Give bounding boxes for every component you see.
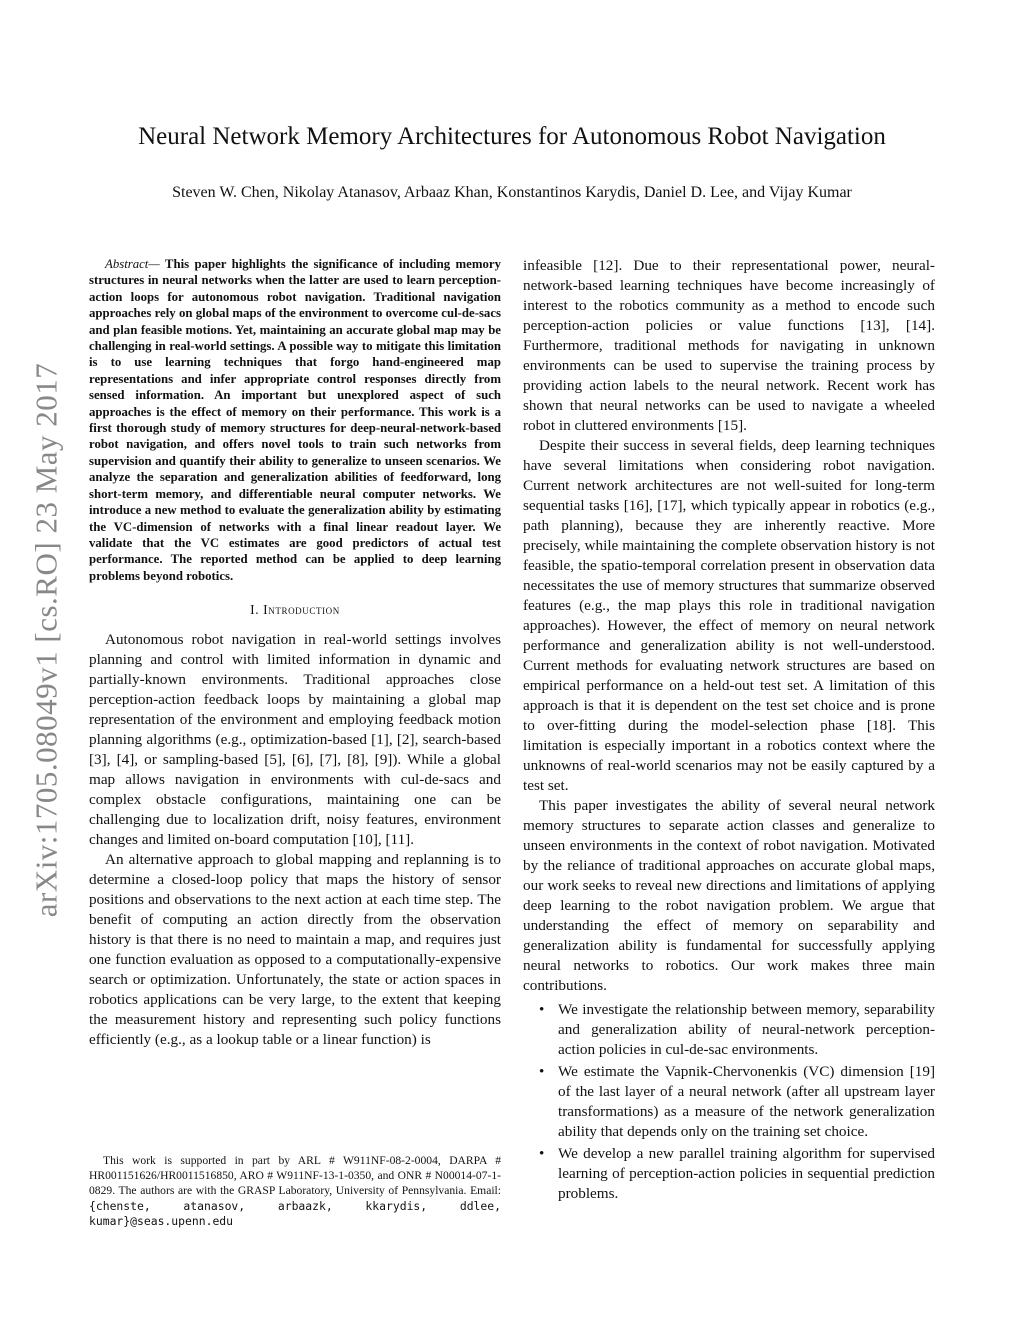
intro-paragraph: An alternative approach to global mapping and replanning is to determine a closed-loop policy that maps the history of sensor positions and observations to the next action at each time step. The benefit of computing an action directly from the observation history is that there is no need to maintain a map, and requires just one function evaluation as opposed to a computationally-expensive search or optimization. Unfortunately, the state or action spaces in robotics applications can be very large, to the extent that keeping the measurement history and representing such policy functions efficiently (e.g., as a lookup table or a linear function) is: [89, 851, 501, 1049]
contribution-item: [523, 1000, 935, 1060]
body-paragraph: This paper investigates the ability of several neural network memory structures to separate action classes and generalize to unseen environments in the context of robot navigation. Motivated by the reliance of traditional approaches on accurate global maps, our work seeks to reveal new directions and limitations of applying deep learning to the robot navigation problem. We argue that understanding the effect of memory on separability and generalization ability is fundamental for successfully applying neural networks to robotics. Our work makes three main contributions.: [523, 797, 935, 994]
contribution-text: We develop a new parallel training algorithm for supervised learning of perception-action policies in sequential prediction problems.: [558, 1145, 935, 1202]
section-heading-introduction: I. Introduction: [250, 602, 340, 618]
contribution-text: We estimate the Vapnik-Chervonenkis (VC) dimension [19] of the last layer of a neural network (after all upstream layer transformations) as a measure of the network generalization ability that depends only on the training set choice.: [558, 1063, 935, 1140]
bullet-icon: •: [539, 1145, 545, 1162]
abstract-label: Abstract: [105, 257, 149, 271]
contribution-item: [523, 1062, 935, 1142]
body-paragraph: Despite their success in several fields, deep learning techniques have several limitations when considering robot navigation. Current network architectures are not well-suited for long-term sequential tasks [16], [17], which typically appear in robotics (e.g., path planning), because they are inherently reactive. More precisely, while maintaining the complete observation history is not feasible, the spatio-temporal correlation present in observation data necessitates the use of memory structures that summarize observed features (e.g., the map plays this role in traditional navigation approaches). However, the effect of memory on neural network performance and generalization ability is not well-understood. Current methods for evaluating network structures are based on empirical performance on a held-out test set. A limitation of this approach is that it is dependent on the test set choice and is prone to over-fitting during the model-selection phase [18]. This limitation is especially important in a robotics context where the unknowns of real-world scenarios may not be easily captured by a test set.: [523, 437, 935, 794]
intro-paragraph: Autonomous robot navigation in real-world settings involves planning and control with limited information in dynamic and partially-known environments. Traditional approaches close perception-action feedback loops by maintaining a global map representation of the environment and employing feedback motion planning algorithms (e.g., optimization-based [1], [2], search-based [3], [4], or sampling-based [5], [6], [7], [8], [9]). While a global map allows navigation in environments with cul-de-sacs and complex obstacle configurations, maintaining one can be challenging due to localization drift, noisy features, environment changes and limited on-board computation [10], [11].: [89, 631, 501, 849]
abstract: Abstract— This paper highlights the significance of including memory structures in neural networks when the latter are used to learn perception-action loops for autonomous robot navigation. Traditional navigation approaches rely on global maps of the environment to overcome cul-de-sacs and plan feasible motions. Yet, maintaining an accurate global map may be challenging in real-world settings. A possible way to mitigate this limitation is to use learning techniques that forgo hand-engineered map representations and infer appropriate control responses directly from sensed information. An important but unexplored aspect of such approaches is the effect of memory on their performance. This work is a first thorough study of memory structures for deep-neural-network-based robot navigation, and offers novel tools to train such networks from supervision and quantify their ability to generalize to unseen scenarios. We analyze the separation and generalization abilities of feedforward, long short-term memory, and differentiable neural computer networks. We introduce a new method to evaluate the generalization ability by estimating the VC-dimension of networks with a final linear readout layer. We validate that the VC estimates are good predictors of actual test performance. The reported method can be applied to deep learning problems beyond robotics.: [89, 257, 501, 583]
contribution-item: [523, 1144, 935, 1204]
bullet-icon: •: [539, 1001, 545, 1018]
footnote-emails: {chenste, atanasov, arbaazk, kkarydis, ddlee, kumar}@seas.upenn.edu: [89, 1198, 501, 1228]
contributions-list: [523, 1000, 935, 1204]
footnote: [89, 1153, 501, 1229]
right-column: [523, 256, 935, 1206]
paper-title: Neural Network Memory Architectures for Autonomous Robot Navigation: [138, 123, 886, 150]
abstract-text: This paper highlights the significance of including memory structures in neural networks when the latter are used to learn perception-action loops for autonomous robot navigation. Traditional navigation approaches rely on global maps of the environment to overcome cul-de-sacs and plan feasible motions. Yet, maintaining an accurate global map may be challenging in real-world settings. A possible way to mitigate this limitation is to use learning techniques that forgo hand-engineered map representations and infer appropriate control responses directly from sensed information. An important but unexplored aspect of such approaches is the effect of memory on their performance. This work is a first thorough study of memory structures for deep-neural-network-based robot navigation, and offers novel tools to train such networks from supervision and quantify their ability to generalize to unseen scenarios. We analyze the separation and generalization abilities of feedforward, long short-term memory, and differentiable neural computer networks. We introduce a new method to evaluate the generalization ability by estimating the VC-dimension of networks with a final linear readout layer. We validate that the VC estimates are good predictors of actual test performance. The reported method can be applied to deep learning problems beyond robotics.: [89, 257, 501, 583]
arxiv-identifier-text: arXiv:1705.08049v1 [cs.RO] 23 May 2017: [28, 362, 63, 918]
arxiv-identifier: [26, 340, 66, 940]
body-paragraph: infeasible [12]. Due to their representational power, neural-network-based learning techniques have become increasingly of interest to the robotics community as a method to encode such perception-action policies or value functions [13], [14]. Furthermore, traditional methods for navigating in unknown environments can be used to supervise the training process by providing action labels to the neural network. Recent work has shown that neural networks can be used to navigate a wheeled robot in cluttered environments [15].: [523, 257, 935, 434]
bullet-icon: •: [539, 1063, 545, 1080]
contribution-text: We investigate the relationship between memory, separability and generalization ability of neural-network perception-action policies in cul-de-sac environments.: [558, 1001, 935, 1058]
author-list: Steven W. Chen, Nikolay Atanasov, Arbaaz Khan, Konstantinos Karydis, Daniel D. Lee, and Vijay Kumar: [172, 184, 852, 201]
left-column: [89, 256, 501, 1050]
footnote-text: This work is supported in part by ARL # W911NF-08-2-0004, DARPA # HR001151626/HR0011516850, ARO # W911NF-13-1-0350, and ONR # N00014-07-1-0829. The authors are with the GRASP Laboratory, University of Pennsylvania. Email:: [89, 1154, 501, 1198]
